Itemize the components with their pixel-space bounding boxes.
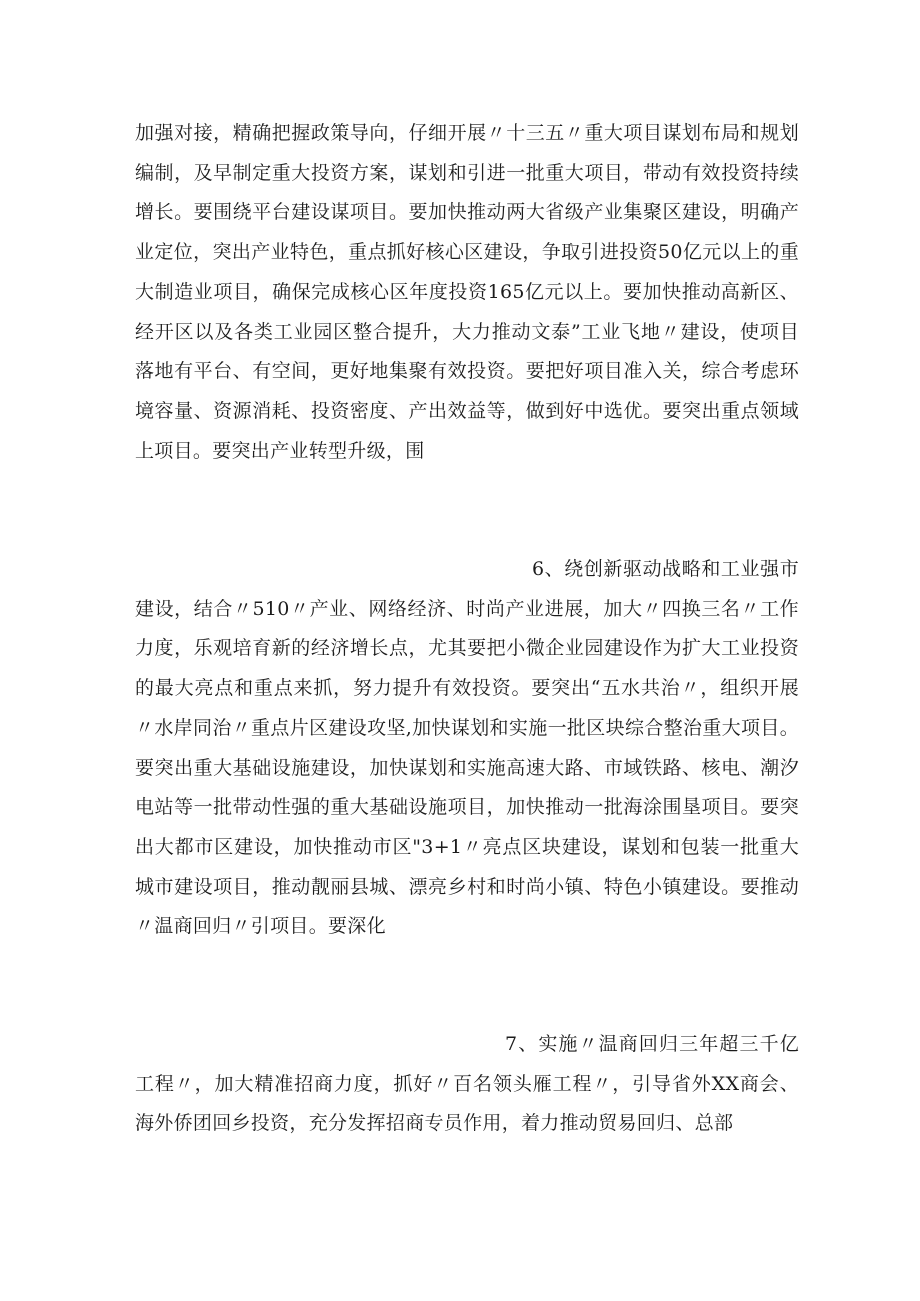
- body-paragraph: 加强对接，精确把握政策导向，仔细开展〃十三五〃重大项目谋划布局和规划编制，及早制定重大投资方案，谋划和引进一批重大项目，带动有效投资持续增长。要围绕平台建设谋项目。要加快推动两大省级产业集聚区建设，明确产业定位，突出产业特色，重点抓好核心区建设，争取引进投资50亿元以上的重大制造业项目，确保完成核心区年度投资165亿元以上。要加快推动高新区、经开区以及各类工业园区整合提升，大力推动文泰”工业飞地〃建设，使项目落地有平台、有空间，更好地集聚有效投资。要把好项目准入关，综合考虑环境容量、资源消耗、投资密度、产出效益等，做到好中选优。要突出重点领域上项目。要突出产业转型升级，围: [135, 122, 799, 462]
- numbered-paragraph-6: 6、绕创新驱动战略和工业强市建设，结合〃510〃产业、网络经济、时尚产业进展，加大〃四换三名〃工作力度，乐观培育新的经济增长点，尤其要把小微企业园建设作为扩大工业投资的最大亮点和重点来抓，努力提升有效投资。要突出“五水共治〃，组织开展〃水岸同治〃重点片区建设攻坚,加快谋划和实施一批区块综合整治重大项目。要突出重大基础设施建设，加快谋划和实施高速大路、市域铁路、核电、潮汐电站等一批带动性强的重大基础设施项目，加快推动一批海涂围垦项目。要突出大都市区建设，加快推动市区"3+1〃亮点区块建设，谋划和包装一批重大城市建设项目，推动靓丽县城、漂亮乡村和时尚小镇、特色小镇建设。要推动〃温商回归〃引项目。要深化: [135, 558, 799, 938]
- numbered-paragraph-7: 7、实施〃温商回归三年超三千亿工程〃，加大精准招商力度，抓好〃百名领头雁工程〃，引导省外XX商会、海外侨团回乡投资，充分发挥招商专员作用，着力推动贸易回归、总部: [135, 1033, 799, 1135]
